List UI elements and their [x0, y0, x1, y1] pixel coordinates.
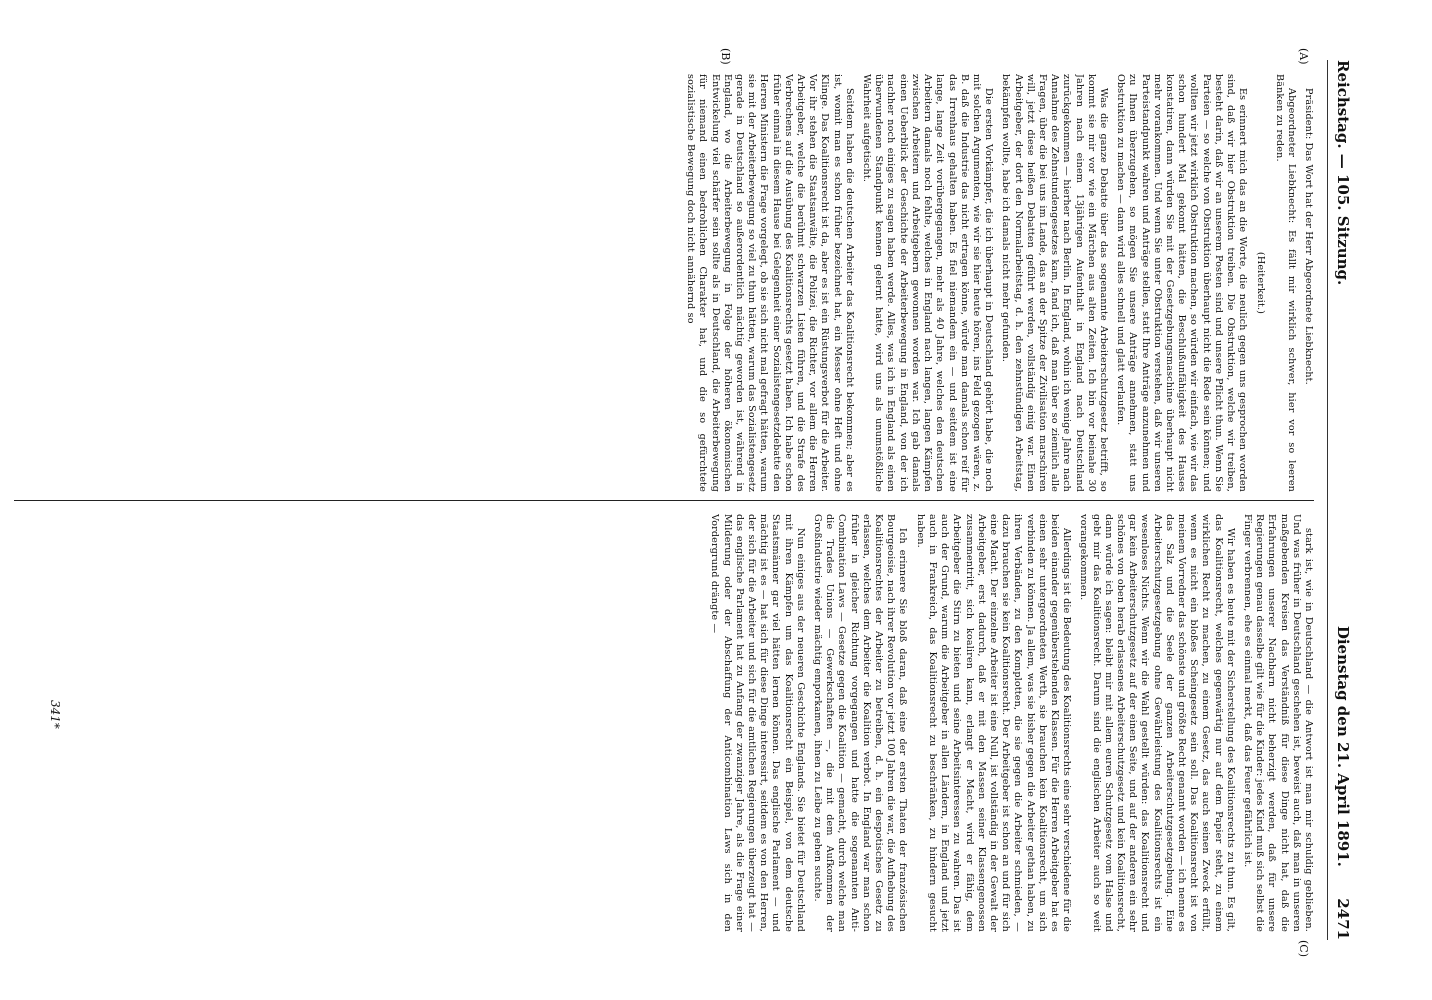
paragraph: Ich erinnere Sie bloß daran, daß eine der ersten Thaten der französischen Bourgeoisie, nach ihrer Revolution vor jetzt 100 Jahren die war, die Aufhebung des Koalitionsrechtes der Arbeiter zu betreiben, d. h. ein despotisches Gesetz zu erlassen, welches dem Arbeiter die Koalition verbot. In England war man schon früher in gleicher Richtung vorgegangen und hatte die sogenannten Anti-Combination Laws — Gesetze gegen die Koalition — gemacht, durch welche man die Trades Unions — Gewerkschaften —, die mit dem Aufkommen der Großindustrie wieder mächtig emporkamen, ihnen zu Leibe zu gehen suchte.	[812, 514, 909, 932]
left-column	[154, 74, 1314, 492]
paragraph: Wir haben es heute mit der Sicherstellung des Koalitionsrechts zu thun. Es gilt, das Koalitionsrecht, welches gegenwärtig nur auf dem Papier steht, zu einem wirklichen Recht zu machen, zu einem Gesetz, das auch seinen Zweck erfüllt, wenn es nicht ein bloßes Scheingesetz sein soll. Das Koalitionsrecht ist von meinem Vorredner das schönste und größte Recht genannt worden — ich nenne es das Salz und die Seele der ganzen Arbeiterschutzgesetzgebung. Eine Arbeiterschutzgesetzgebung ohne Gewährleistung des Koalitionsrechts ist ein wesenloses Nichts. Wenn wir die Wahl gestellt würden: das Koalitionsrecht und gar kein Arbeiterschutzgesetz auf der einen Seite, und auf der anderen ein sehr schönes von oben herab erlassenes Arbeiterschutzgesetz und kein Koalitionsrecht, dann würde ich sagen: bleibt mir mit allem euren Schutzgesetz vom Halse und gebt mir das Koalitionsrecht. Darum sind die englischen Arbeiter auch so weit vorangekommen.	[1078, 514, 1236, 932]
paragraph: Nun einiges aus der neueren Geschichte Englands. Sie bietet für Deutschland mit ihren Kämpfen um das Koalitionsrecht ein Beispiel, von dem deutsche Staatsmänner gar viel hätten lernen können. Das englische Parlament — und mächtig ist es — hat sich für diese Dinge interessirt, seitdem es von den Herren, der sich für die Arbeiter und sich für die amtlichen Regierungen überzeugt hat — das englische Parlament hat zu Anfang der zwanziger Jahre, als die Frage einer Milderung oder der Abschaffung der Anticombination Laws sich in den Vordergrund drängte —	[709, 514, 806, 932]
paragraph: Seitdem haben die deutschen Arbeiter das Koalitionsrecht bekommen; aber es ist, womit man es schon früher bezeichnet hat, ein Messer ohne Heft und ohne Klinge. Das Koalitionsrecht ist da, aber es ist ein Rüstungsverbot für die Arbeiter. Vor ihr stehen die Staatsanwälte, die Polizei, die Richter, vor allem die Herren Arbeitgeber, welche die berühmt schwarzen Listen führen, und die Strafe des Verbrechens auf die Ausübung des Koalitionsrechts gesetzt haben. Ich habe schon früher einmal in diesem Hause bei Gelegenheit einer Sozialistengesetzdebatte den Herren Ministern die Frage vorgelegt, ob sie sich nicht mal gefragt hätten, warum sie mit der Arbeiterbewegung so viel zu thun hätten, warum das Sozialistengesetz gerade in Deutschland so außerordentlich mächtig geworden ist, während in England, wo die Arbeiterbewegung in Folge der höheren ökonomischen Entwickelung viel schärfer sein sollte als in Deutschland, die Arbeiterbewegung für niemand einen bedrohlichen Charakter hat, und die so gefürchtete sozialistische Bewegung doch nicht annähernd so	[685, 74, 855, 492]
page-number: 2471	[1334, 898, 1352, 940]
session-title: Reichstag. — 105. Sitzung.	[1334, 60, 1352, 286]
paragraph: Die ersten Vorkämpfer, die ich überhaupt in Deutschland gehört habe, die noch mit solchen Argumenten, wie wir sie hier heute hören, ins Feld gezogen wären, z. B. daß die Industrie das nicht ertragen könne, würde man damals schon reif für das Irrenhaus gehalten haben. Es fiel niemandem ein — und seitdem ist eine lange, lange Zeit vorübergegangen, mehr als 40 Jahre, welches den deutschen Arbeitern damals noch fehlte, welches in England nach langen, langen Kämpfen zwischen Arbeitern und Arbeitgebern gewonnen worden war. Ich gab damals einen Ueberblick der Geschichte der Arbeiterbewegung in England, von der ich nachher noch einiges zu sagen haben werde. Alles, was ich in England als einen überwundenen Standpunkt kennen gelernt hatte, wird uns als unumstößliche Wahrheit aufgetischt.	[861, 74, 995, 492]
paragraph: stark ist, wie in Deutschland — die Antwort ist man mir schuldig geblieben. Und was früher in Deutschland geschehen ist, beweist auch, daß man in unseren maßgebenden Kreisen das Verständniß für diese Dinge nicht hat, daß die Erfahrungen unserer Nachbarn nicht beherzigt werden, daß für unsere Regierungen genau dasselbe gilt wie für die Kinder: jedes Kind muß sich selbst die Finger verbrennen, ehe es einmal merkt, daß das Feuer gefährlich ist.	[1241, 514, 1314, 932]
paragraph: Allerdings ist die Bedeutung des Koalitionsrechts eine sehr verschiedene für die beiden einander gegenüberstehenden Klassen. Für die Herren Arbeitgeber hat es einen sehr untergeordneten Werth, sie brauchen kein Koalitionsrecht, um sich verbinden zu können. Ja allem, was sie bisher gegen die Arbeiter gethan haben, zu ihren Verbänden, zu den Komplotten, die sie gegen die Arbeiter schmieden, — dazu brauchen sie kein Koalitionsrecht. Der Arbeitgeber ist schon an und für sich eine Macht. Der einzelne Arbeiter ist eine Null, ist vollständig in der Gewalt der Arbeitgeber, erst dadurch, daß er mit den Massen seiner Klassengenossen zusammentritt, sich koaliren kann, erlangt er Macht, wird er fähig, dem Arbeitgeber die Stirn zu bieten und seine Arbeitsinteressen zu wahren. Das ist auch der Grund, warum die Arbeitgeber in allen Ländern, in England und jetzt auch in Frankreich, das Koalitionsrecht zu beschränken, zu hindern gesucht haben.	[914, 514, 1073, 932]
paragraph: Was die ganze Debatte über das sogenannte Arbeiterschutzgesetz betrifft, so kommt sie mir vor wie ein Märchen aus alten Zeiten. Ich bin vor beinahe 30 Jahren nach einem 13jährigen Aufenthalt in England nach Deutschland zurückgekommen — hierher nach Berlin. In England, wohin ich wenige Jahre nach Annahme des Zehnstundengesetzes kam, fand ich, daß man über so ziemlich alle Fragen, über die bei uns im Lande, das an der Spitze der Zivilisation marschiren will, jetzt diese heißen Debatten geführt werden, vollständig einig war. Einen Arbeitgeber, der dort den Normalarbeitstag, d. h. den zehnstündigen Arbeitstag, bekämpfen wollte, habe ich damals nicht mehr gefunden.	[1000, 74, 1109, 492]
session-date	[1334, 626, 1352, 940]
stage-direction: (Heiterkeit.)	[1255, 251, 1267, 315]
right-column	[154, 514, 1314, 932]
paragraph: Es erinnert mich das an die Worte, die neulich gegen uns gesprochen worden sind, daß wir hier Obstruktion treiben. Die Obstruktion, welche wir treiben, besteht darin, daß wir an unserem Posten sind und unsere Pflicht thun. Wenn Sie Parteien — so welche von Obstruktion überhaupt nicht die Rede sein können; und wollten wir jetzt wirklich Obstruktion machen, so würden wir einfach, wie wir das schon hundert Mal gekonnt hätten, die Beschlußunfähigkeit des Hauses konstatiren, dann würden Sie mit der Gesetzgebungsmaschine überhaupt nicht mehr vorankommen. Und wenn Sie unter Obstruktion verstehen, daß wir unseren Parteistandpunkt wahren und Anträge stellen, statt Ihre Anträge anzunehmen und zu Ihnen überzugehen, so mögen Sie unsere Anträge annehmen, statt uns Obstruktion zu machen — dann wird alles schnell und glatt verlaufen.	[1115, 74, 1249, 492]
paragraph: Abgeordneter Liebknecht: Es fällt mir wirklich schwer, hier vor so leeren Bänken zu reden.	[1273, 74, 1297, 492]
column-divider	[14, 500, 1314, 501]
margin-mark-b: (B)	[719, 48, 732, 65]
margin-mark-c: (C)	[1297, 940, 1310, 957]
margin-mark-a: (A)	[1297, 48, 1310, 65]
date-text: Dienstag den 21. April 1891.	[1334, 625, 1352, 867]
page-header	[1327, 60, 1354, 940]
paragraph: Präsident: Das Wort hat der Herr Abgeordnete Liebknecht.	[1303, 88, 1314, 385]
sheet-signature: 341*	[48, 700, 62, 729]
